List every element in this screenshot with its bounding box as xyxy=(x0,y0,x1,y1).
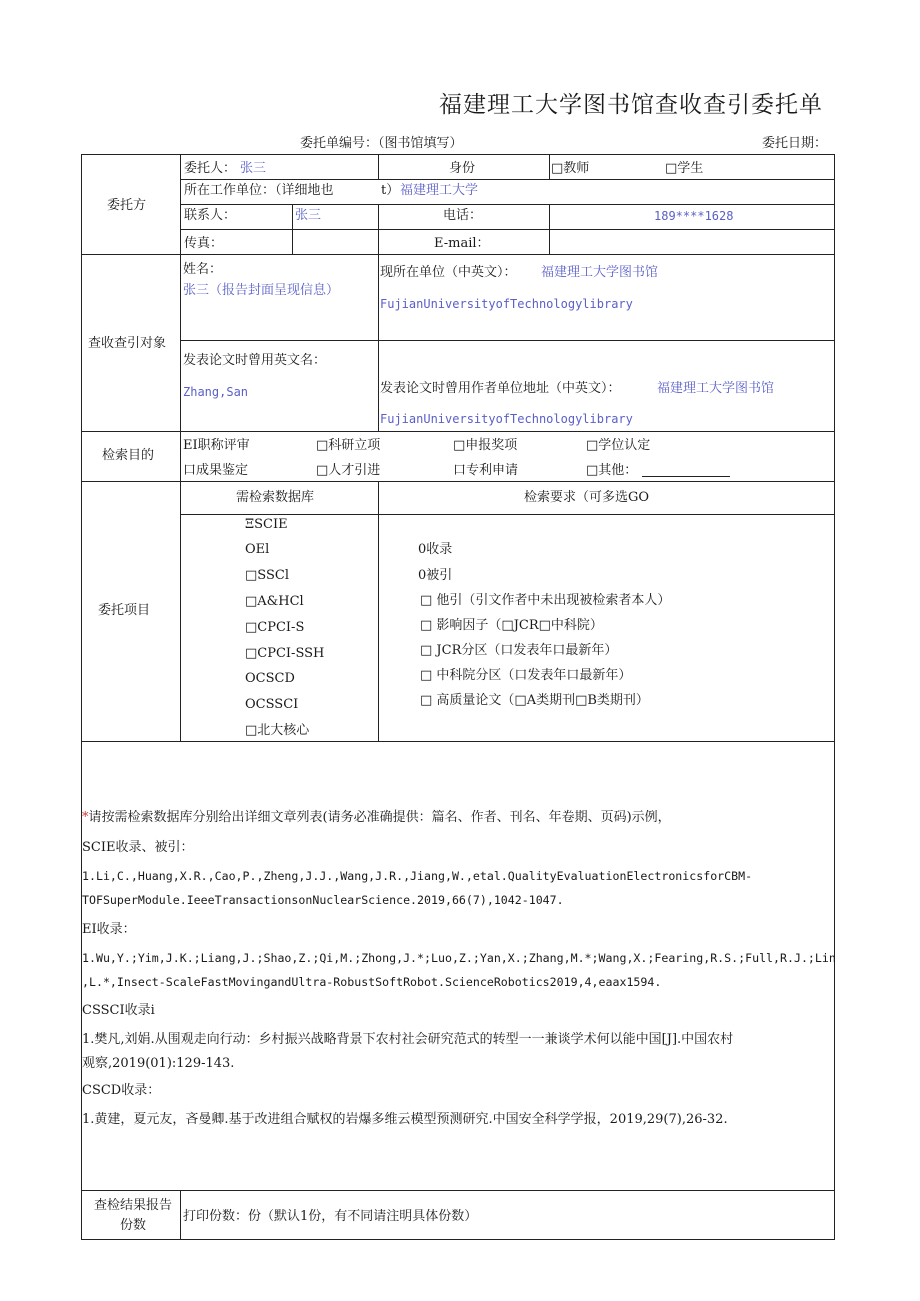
english-name-label: 发表论文时曾用英文名： xyxy=(183,353,327,368)
database-option[interactable]: □CPCI-S xyxy=(245,620,305,635)
email-label: E-mail： xyxy=(434,236,490,251)
name-label: 姓名： xyxy=(183,262,223,277)
report-section-label: 查检结果报告份数 xyxy=(93,1198,172,1234)
database-option[interactable]: □A&HCl xyxy=(245,594,304,609)
work-unit-label: 所在工作单位：（详细地也 xyxy=(184,183,334,198)
cscd-heading: CSCD收录： xyxy=(82,1083,161,1098)
cssci-example-line: 1.樊凡,刘娟.从围观走向行动：乡村振兴战略背景下农村社会研究范式的转型一一兼谈学术何以能中国[J].中国农村 xyxy=(82,1032,734,1047)
cscd-example-line: 1.黄建，夏元友，吝曼卿.基于改进组合赋权的岩爆多维云模型预测研究.中国安全科学学报，2019,29(7),26-32. xyxy=(82,1112,728,1127)
phone-value[interactable]: 189****1628 xyxy=(654,209,734,223)
requirement-option[interactable]: 0收录 xyxy=(418,542,453,557)
requirement-header: 检索要求（可多选GO xyxy=(524,490,650,505)
database-option[interactable]: OEl xyxy=(245,542,270,557)
database-option[interactable]: ΞSCIE xyxy=(245,517,288,532)
purpose-option[interactable]: 口专利申请 xyxy=(453,463,519,478)
purpose-option[interactable]: □学位认定 xyxy=(586,438,651,453)
database-header: 需检索数据库 xyxy=(236,490,315,505)
author-address-value-cn[interactable]: 福建理工大学图书馆 xyxy=(657,381,775,396)
purpose-section-label: 检索目的 xyxy=(102,448,155,463)
requirement-option[interactable]: □ JCR分区（口发表年口最新年） xyxy=(420,643,618,658)
current-unit-label: 现所在单位（中英文）： xyxy=(380,265,517,280)
purpose-option[interactable]: □申报奖项 xyxy=(453,438,518,453)
purpose-option[interactable]: EI职称评审 xyxy=(183,438,250,453)
examples-intro xyxy=(82,811,671,824)
identity-label: 身份 xyxy=(449,161,476,176)
requirement-option[interactable]: □ 影响因子（□JCR□中科院） xyxy=(420,618,603,633)
cssci-heading: CSSCI收录i xyxy=(82,1003,155,1018)
ei-example-line: ,L.*,Insect-ScaleFastMovingandUltra-RobustSoftRobot.ScienceRobotics2019,4,eaax1594. xyxy=(82,975,662,989)
purpose-option[interactable]: 口成果鉴定 xyxy=(183,463,249,478)
target-section-label: 查收查引对象 xyxy=(88,336,167,351)
contact-value[interactable]: 张三 xyxy=(295,208,322,223)
scie-heading: SCIE收录、被引： xyxy=(82,840,194,855)
required-star: * xyxy=(82,810,89,825)
order-number-label: 委托单编号：（图书馆填写） xyxy=(300,136,463,151)
purpose-option[interactable]: □人才引进 xyxy=(316,463,381,478)
requirement-option[interactable]: □ 高质量论文（□A类期刊□B类期刊） xyxy=(420,693,649,708)
database-option[interactable]: □北大核心 xyxy=(245,723,310,738)
english-name-value[interactable]: Zhang,San xyxy=(183,385,249,399)
requirement-option[interactable]: □ 他引（引文作者中未出现被检索者本人） xyxy=(420,593,671,608)
work-unit-value[interactable]: 福建理工大学 xyxy=(400,183,479,198)
database-option[interactable]: □CPCI-SSH xyxy=(245,646,325,661)
student-checkbox[interactable]: □学生 xyxy=(665,161,704,176)
author-address-label: 发表论文时曾用作者单位地址（中英文）： xyxy=(380,381,621,396)
database-option[interactable]: □SSCl xyxy=(245,568,289,583)
other-blank-line[interactable] xyxy=(642,476,730,477)
report-copies-field[interactable]: 打印份数：份（默认1份，有不同请注明具体份数） xyxy=(183,1209,478,1224)
cssci-example-line: 观察,2019(01):129-143. xyxy=(82,1056,235,1071)
current-unit-value-cn[interactable]: 福建理工大学图书馆 xyxy=(541,265,659,280)
work-unit-prefix: t） xyxy=(381,183,400,198)
items-section-label: 委托项目 xyxy=(98,603,151,618)
current-unit-value-en[interactable]: FujianUniversityofTechnologylibrary xyxy=(380,297,633,311)
ei-example-line: 1.Wu,Y.;Yim,J.K.;Liang,J.;Shao,Z.;Qi,M.;Zhong,J.*;Luo,Z.;Yan,X.;Zhang,M.*;Wang,X.;Fearing,R.S.;Full,R.J.;Lin xyxy=(82,951,836,965)
client-value[interactable]: 张三 xyxy=(240,161,267,176)
target-name-field[interactable] xyxy=(183,259,376,302)
teacher-checkbox[interactable]: □教师 xyxy=(551,161,590,176)
requirement-option[interactable]: 0被引 xyxy=(418,568,453,583)
client-section-label: 委托方 xyxy=(107,198,147,213)
requirement-option[interactable]: □ 中科院分区（口发表年口最新年） xyxy=(420,668,632,683)
name-value: 张三（报告封面呈现信息） xyxy=(183,283,340,299)
client-label: 委托人： xyxy=(184,161,237,176)
fax-label: 传真： xyxy=(184,236,224,251)
scie-example-line: TOFSuperModule.IeeeTransactionsonNuclearScience.2019,66(7),1042-1047. xyxy=(82,893,564,907)
form-title: 福建理工大学图书馆查收查引委托单 xyxy=(439,92,823,118)
purpose-option[interactable]: □科研立项 xyxy=(316,438,381,453)
author-address-value-en[interactable]: FujianUniversityofTechnologylibrary xyxy=(380,412,633,426)
contact-label: 联系人： xyxy=(184,208,237,223)
examples-intro-text: 请按需检索数据库分别给出详细文章列表(请务必准确提供：篇名、作者、刊名、年卷期、页码)示例， xyxy=(88,810,671,825)
scie-example-line: 1.Li,C.,Huang,X.R.,Cao,P.,Zheng,J.J.,Wang,J.R.,Jiang,W.,etal.QualityEvaluationElectronicsforCBM- xyxy=(82,869,753,883)
date-label: 委托日期： xyxy=(762,136,828,151)
ei-heading: EI收录： xyxy=(82,922,136,937)
database-option[interactable]: OCSSCI xyxy=(245,697,299,712)
database-option[interactable]: OCSCD xyxy=(245,671,295,686)
purpose-option[interactable]: □其他： xyxy=(586,463,638,478)
phone-label: 电话： xyxy=(443,208,483,223)
